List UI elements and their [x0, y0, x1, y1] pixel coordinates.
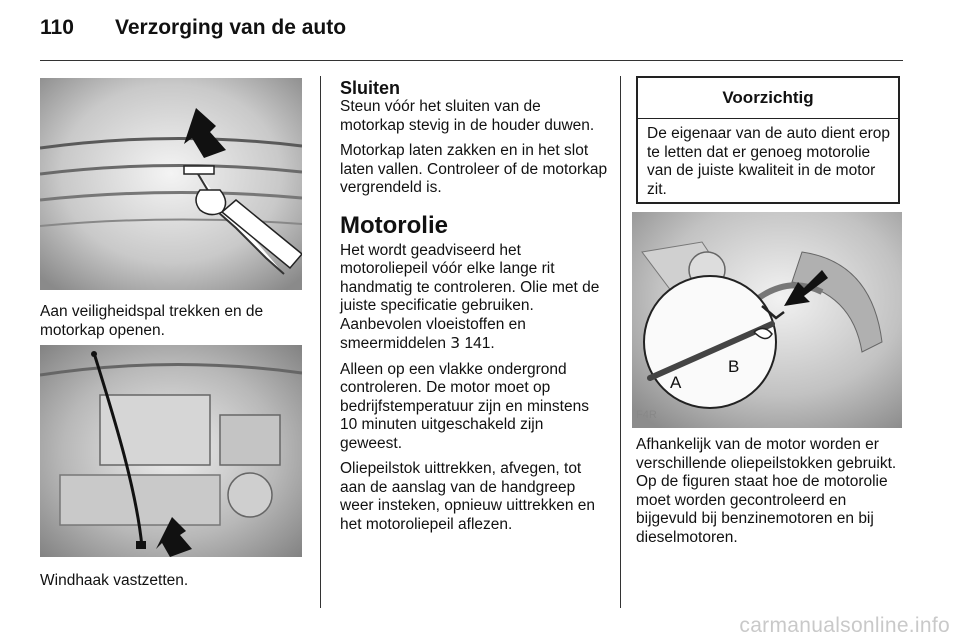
page-title: Verzorging van de auto: [115, 16, 347, 39]
column-divider-right: [620, 76, 621, 608]
caution-text: De eigenaar van de auto dient erop te letten dat er genoeg motorolie van de juiste kwaliteit in de motor zit.: [647, 125, 891, 198]
page-reference-icon: 3: [450, 334, 461, 352]
hood-release-illustration: [40, 78, 302, 290]
paragraph-sluiten-1: Steun vóór het sluiten van de motorkap stevig in de houder duwen.: [340, 98, 595, 134]
prop-rod-caption: Windhaak vastzetten.: [40, 572, 189, 589]
dipstick-label-a: A: [670, 373, 682, 392]
paragraph-motorolie-2: Alleen op een vlakke ondergrond controleren. De motor moet op bedrijfstemperatuur zijn en minstens 10 minuten uitgeschakeld zijn geweest.: [340, 360, 589, 452]
dipstick-illustration: [632, 212, 902, 428]
header-rule: [40, 60, 903, 61]
hood-release-caption: Aan veiligheidspal trekken en de motorkap openen.: [40, 303, 264, 339]
paragraph-sluiten-2: Motorkap laten zakken en in het slot laten vallen. Controleer of de motorkap vergrendeld is.: [340, 142, 608, 196]
paragraph-motorolie-1: [340, 242, 608, 354]
prop-rod-illustration: [40, 345, 302, 557]
watermark: carmanualsonline.info: [739, 614, 950, 637]
heading-sluiten: Sluiten: [340, 78, 401, 98]
caution-box: [636, 76, 900, 204]
paragraph-motorolie-1-text: Het wordt geadviseerd het motoroliepeil vóór elke lange rit handmatig te controleren. Olie met de juiste specificatie gebruiken. Aanbevolen vloeistoffen en smeermiddelen: [340, 241, 600, 352]
paragraph-dipsticks: Afhankelijk van de motor worden er verschillende oliepeilstokken gebruikt. Op de figuren staat hoe de motorolie moet worden gecontroleerd en bijgevuld bij benzinemotoren en bij dieselmotoren.: [636, 436, 897, 546]
heading-motorolie: Motorolie: [340, 211, 448, 239]
caution-title: Voorzichtig: [638, 78, 898, 119]
figure-code: F4R: [636, 409, 657, 421]
page-number: 110: [40, 16, 74, 39]
paragraph-motorolie-3: Oliepeilstok uittrekken, afvegen, tot aan de aanslag van de handgreep weer insteken, opnieuw uittrekken en het motoroliepeil aflezen.: [340, 460, 596, 533]
column-divider-left: [320, 76, 321, 608]
dipstick-label-b: B: [728, 357, 740, 376]
page-reference-number: 141.: [460, 335, 495, 352]
